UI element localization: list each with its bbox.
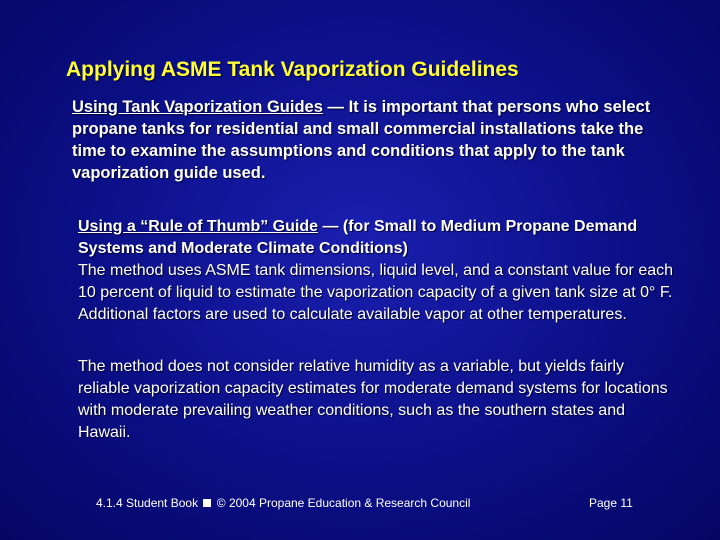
section3-body: The method does not consider relative humidity as a variable, but yields fairly reliable vaporization capacity estimates for moderate demand systems for locations with moderate prevailing weather conditions, such as the southern states and Hawaii. [78,358,668,441]
footer-page-number: Page 11 [589,496,633,510]
footer-copyright: © 2004 Propane Education & Research Council [216,496,471,510]
section-rule-of-thumb [78,216,678,326]
section2-subheading: (for Small to Medium Propane Demand Systems and Moderate Climate Conditions) [78,218,638,257]
section1-paragraph [72,96,662,184]
section2-heading: Using a “Rule of Thumb” Guide [78,218,318,235]
section-tank-vaporization-guides [72,96,662,184]
section2-heading-line [78,216,678,260]
section1-dash: — [322,98,349,116]
section2-dash: — [318,218,343,235]
section1-heading: Using Tank Vaporization Guides [72,98,323,116]
footer-book-ref: 4.1.4 Student Book [96,496,199,510]
section1-text-inline: It is important that persons [348,98,562,116]
square-bullet-icon [203,499,211,507]
slide-title: Applying ASME Tank Vaporization Guidelines [66,58,519,81]
section2-body: The method uses ASME tank dimensions, liquid level, and a constant value for each 10 percent of liquid to estimate the vaporization capacity of a given tank size at 0° F. Additional factors are used to calculate available vapor at other temperatures. [78,262,674,323]
footer-left [96,496,470,510]
section-method-limitations [78,356,678,444]
section1-text-rest: who select propane tanks for residential and small commercial installations take the time to examine the assumptions and conditions that apply to the tank vaporization guide used. [72,98,651,182]
